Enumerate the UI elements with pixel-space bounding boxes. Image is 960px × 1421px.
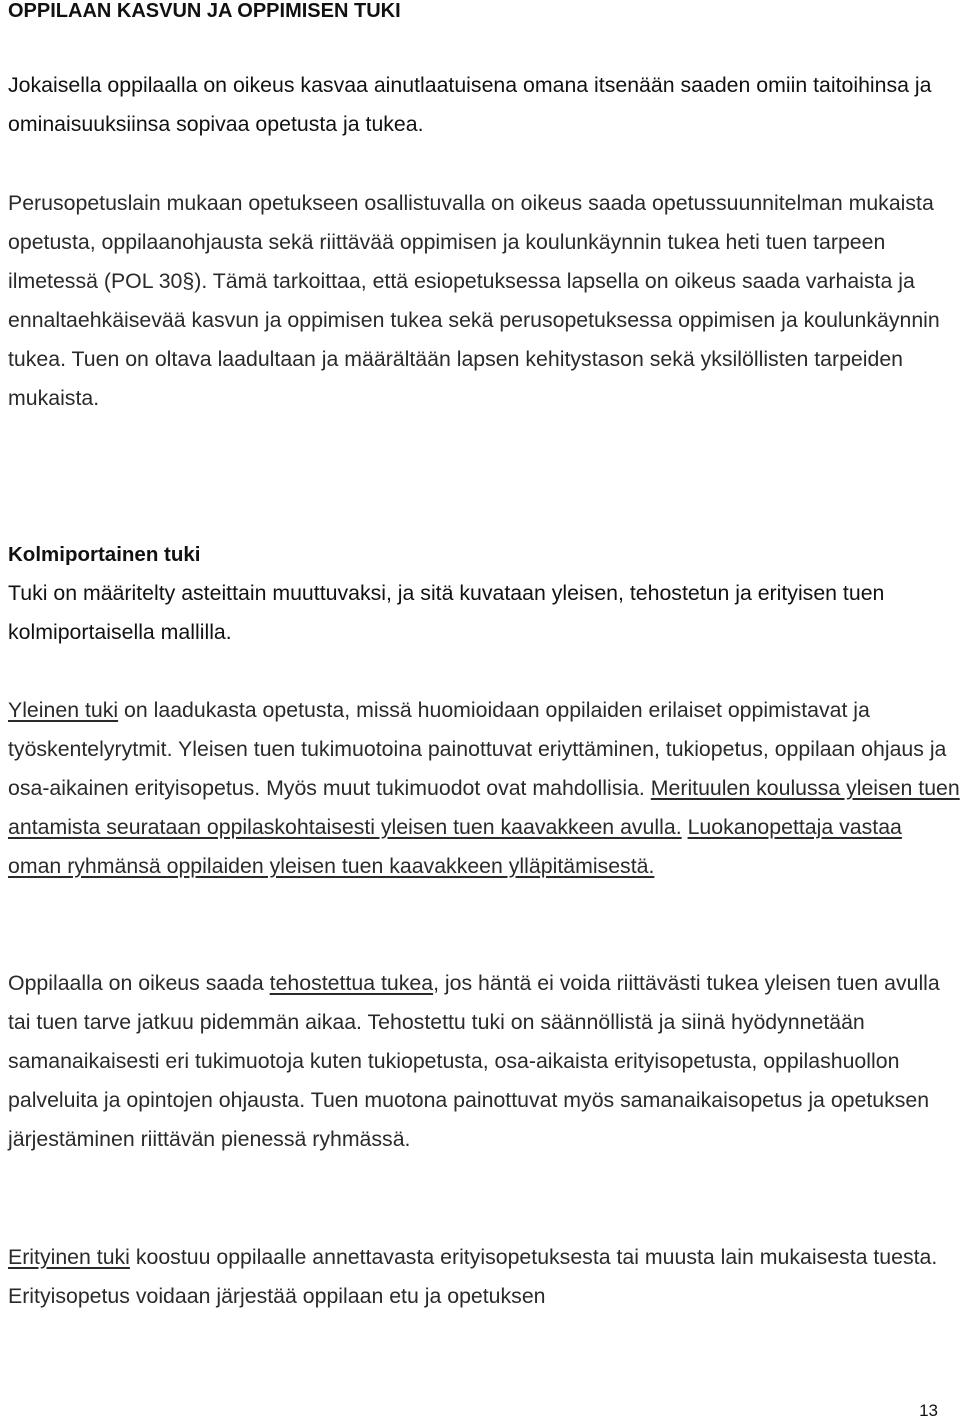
law-paragraph: Perusopetuslain mukaan opetukseen osallistuvalla on oikeus saada opetussuunnitelman mukaista opetusta, oppilaanohjausta sekä riittävää oppimisen ja koulunkäynnin tukea heti tuen tarpeen ilmetessä (POL 30§). Tämä tarkoittaa, että esiopetuksessa lapsella on oikeus saada varhaista ja ennaltaehkäisevää kasvun ja oppimisen tukea sekä perusopetuksessa oppimisen ja koulunkäynnin tukea. Tuen on oltava laadultaan ja määrältään lapsen kehitystason sekä yksilöllisten tarpeiden mukaista.	[8, 191, 940, 410]
intensified-support-term: tehostettua tukea	[269, 971, 434, 995]
special-support-paragraph	[8, 1238, 960, 1316]
intensified-support-before: Oppilaalla on oikeus saada	[8, 971, 270, 995]
section-intro-paragraph: Tuki on määritelty asteittain muuttuvaksi, ja sitä kuvataan yleisen, tehostetun ja erityisen tuen kolmiportaisella mallilla.	[8, 581, 885, 644]
section-heading: Kolmiportainen tuki	[8, 543, 201, 566]
special-support-text: koostuu oppilaalle annettavasta erityisopetuksesta tai muusta lain mukaisesta tuesta. Erityisopetus voidaan järjestää oppilaan etu ja opetuksen	[8, 1245, 938, 1308]
general-support-underlined-2: Luokanopettaja vastaa oman ryhmänsä oppilaiden yleisen tuen kaavakkeen ylläpitämisestä.	[8, 815, 902, 878]
special-support-term: Erityinen tuki	[8, 1245, 130, 1269]
page-title: OPPILAAN KASVUN JA OPPIMISEN TUKI	[8, 0, 401, 22]
general-support-paragraph	[8, 691, 960, 886]
intensified-support-after: , jos häntä ei voida riittävästi tukea yleisen tuen avulla tai tuen tarve jatkuu pidemmän aikaa. Tehostettu tuki on säännöllistä ja siinä hyödynnetään samanaikaisesti eri tukimuotoja kuten tukiopetusta, osa-aikaista erityisopetusta, oppilashuollon palveluita ja opintojen ohjausta. Tuen muotona painottuvat myös samanaikaisopetus ja opetuksen järjestäminen riittävän pienessä ryhmässä.	[8, 971, 940, 1151]
intensified-support-paragraph	[8, 964, 960, 1159]
general-support-underlined-1: Merituulen koulussa yleisen tuen antamista seurataan oppilaskohtaisesti yleisen tuen kaavakkeen avulla.	[8, 776, 960, 839]
intro-paragraph: Jokaisella oppilaalla on oikeus kasvaa ainutlaatuisena omana itsenään saaden omiin taitoihinsa ja ominaisuuksiinsa sopivaa opetusta ja tukea.	[8, 73, 932, 136]
general-support-text: on laadukasta opetusta, missä huomioidaan oppilaiden erilaiset oppimistavat ja työskentelyrytmit. Yleisen tuen tukimuotoina painottuvat eriyttäminen, tukiopetus, oppilaan ohjaus ja osa-aikainen erityisopetus. Myös muut tukimuodot ovat mahdollisia.	[8, 698, 947, 800]
general-support-term: Yleinen tuki	[8, 698, 119, 722]
page-number: 13	[919, 1401, 938, 1420]
